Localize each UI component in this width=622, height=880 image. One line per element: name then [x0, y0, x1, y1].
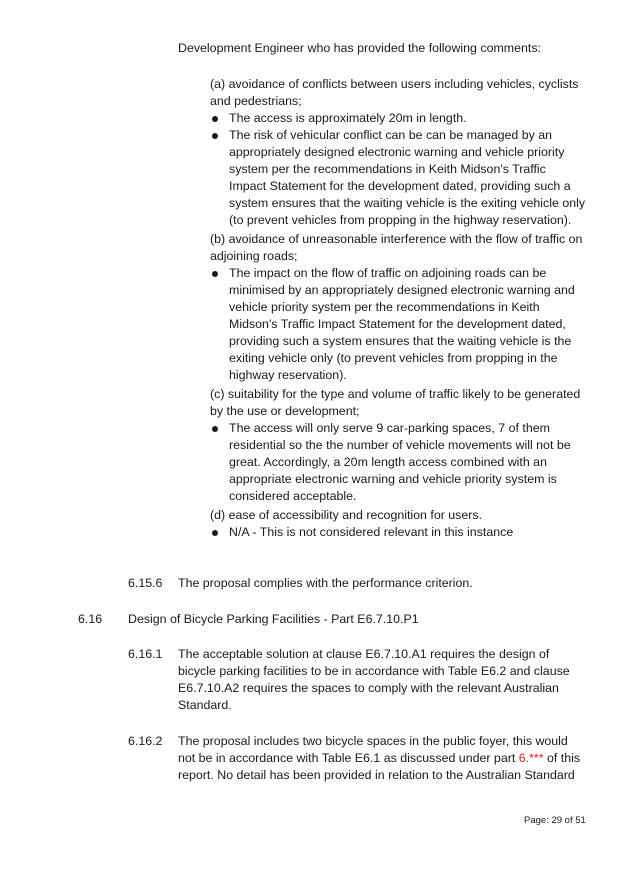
criterion-c-bullet1-line2: residential so the the number of vehicle movements will not be [229, 438, 571, 452]
clause-6-16-2-line2-text: not be in accordance with Table E6.1 as discussed under part [178, 751, 519, 765]
clause-number-6-16-1: 6.16.1 [128, 647, 163, 661]
bullet-icon [212, 530, 218, 536]
clause-number-6-15-6: 6.15.6 [128, 576, 163, 590]
criterion-b-bullet1-line4: Midson's Traffic Impact Statement for the development dated, [229, 317, 566, 331]
clause-6-16-2-line2-tail: of this [543, 751, 581, 765]
intro-text: Development Engineer who has provided the following comments: [178, 41, 541, 55]
criterion-c-bullet1-line5: considered acceptable. [229, 489, 357, 503]
criterion-a-bullet2-line2: appropriately designed electronic warning and vehicle priority [229, 145, 565, 159]
criterion-c-heading-line1: (c) suitability for the type and volume of traffic likely to be generated [210, 387, 581, 401]
clause-6-16-1-line2: bicycle parking facilities to be in accordance with Table E6.2 and clause [178, 664, 570, 678]
criterion-a-bullet1-line1: The access is approximately 20m in length. [229, 111, 467, 125]
page-number: Page: 29 of 51 [524, 815, 586, 826]
bullet-icon [212, 116, 218, 122]
clause-text-6-15-6: The proposal complies with the performance criterion. [178, 576, 473, 590]
criterion-a-bullet2-line4: Impact Statement for the development dated, providing such a [229, 179, 571, 193]
criterion-a-bullet2-line5: system ensures that the waiting vehicle is the exiting vehicle only [229, 196, 586, 210]
section-title-6-16: Design of Bicycle Parking Facilities - Part E6.7.10.P1 [128, 612, 419, 626]
criterion-b-heading-line1: (b) avoidance of unreasonable interference with the flow of traffic on [210, 232, 583, 246]
clause-6-16-1-line3: E6.7.10.A2 requires the spaces to comply with the relevant Australian [178, 681, 559, 695]
bullet-icon [212, 133, 218, 139]
criterion-b-bullet1-line2: minimised by an appropriately designed electronic warning and [229, 283, 575, 297]
criterion-a-heading-line1: (a) avoidance of conflicts between users including vehicles, cyclists [210, 77, 579, 91]
clause-6-16-1-line4: Standard. [178, 698, 232, 712]
clause-6-16-2-line1: The proposal includes two bicycle spaces in the public foyer, this would [178, 734, 568, 748]
criterion-a-bullet2-line6: (to prevent vehicles from propping in the highway reservation). [229, 213, 572, 227]
criterion-b-bullet1-line7: highway reservation). [229, 368, 347, 382]
criterion-c-bullet1-line3: great. Accordingly, a 20m length access combined with an [229, 455, 547, 469]
criterion-c-bullet1-line4: appropriate electronic warning and vehicle priority system is [229, 472, 557, 486]
criterion-c-bullet1-line1: The access will only serve 9 car-parking spaces, 7 of them [229, 421, 550, 435]
clause-6-16-1-line1: The acceptable solution at clause E6.7.10.A1 requires the design of [178, 647, 550, 661]
criterion-a-heading-line2: and pedestrians; [210, 94, 302, 108]
criterion-d-heading-line1: (d) ease of accessibility and recognition for users. [210, 508, 483, 522]
criterion-a-bullet2-line3: system per the recommendations in Keith Midson's Traffic [229, 162, 546, 176]
section-number-6-16: 6.16 [78, 612, 103, 626]
clause-number-6-16-2: 6.16.2 [128, 734, 163, 748]
clause-6-16-2-line2 [178, 750, 580, 767]
criterion-d-bullet1-line1: N/A - This is not considered relevant in this instance [229, 525, 514, 539]
criterion-b-heading-line2: adjoining roads; [210, 249, 298, 263]
criterion-a-bullet2-line1: The risk of vehicular conflict can be can be managed by an [229, 128, 553, 142]
criterion-b-bullet1-line1: The impact on the flow of traffic on adjoining roads can be [229, 266, 547, 280]
criterion-c-heading-line2: by the use or development; [210, 404, 360, 418]
criterion-b-bullet1-line6: exiting vehicle only (to prevent vehicles from propping in the [229, 351, 558, 365]
criterion-b-bullet1-line5: providing such a system ensures that the waiting vehicle is the [229, 334, 572, 348]
part-reference: 6.*** [518, 751, 544, 765]
clause-6-16-2-line3: report. No detail has been provided in relation to the Australian Standard [178, 768, 575, 782]
criterion-b-bullet1-line3: vehicle priority system per the recommendations in Keith [229, 300, 540, 314]
bullet-icon [212, 271, 218, 277]
bullet-icon [212, 426, 218, 432]
